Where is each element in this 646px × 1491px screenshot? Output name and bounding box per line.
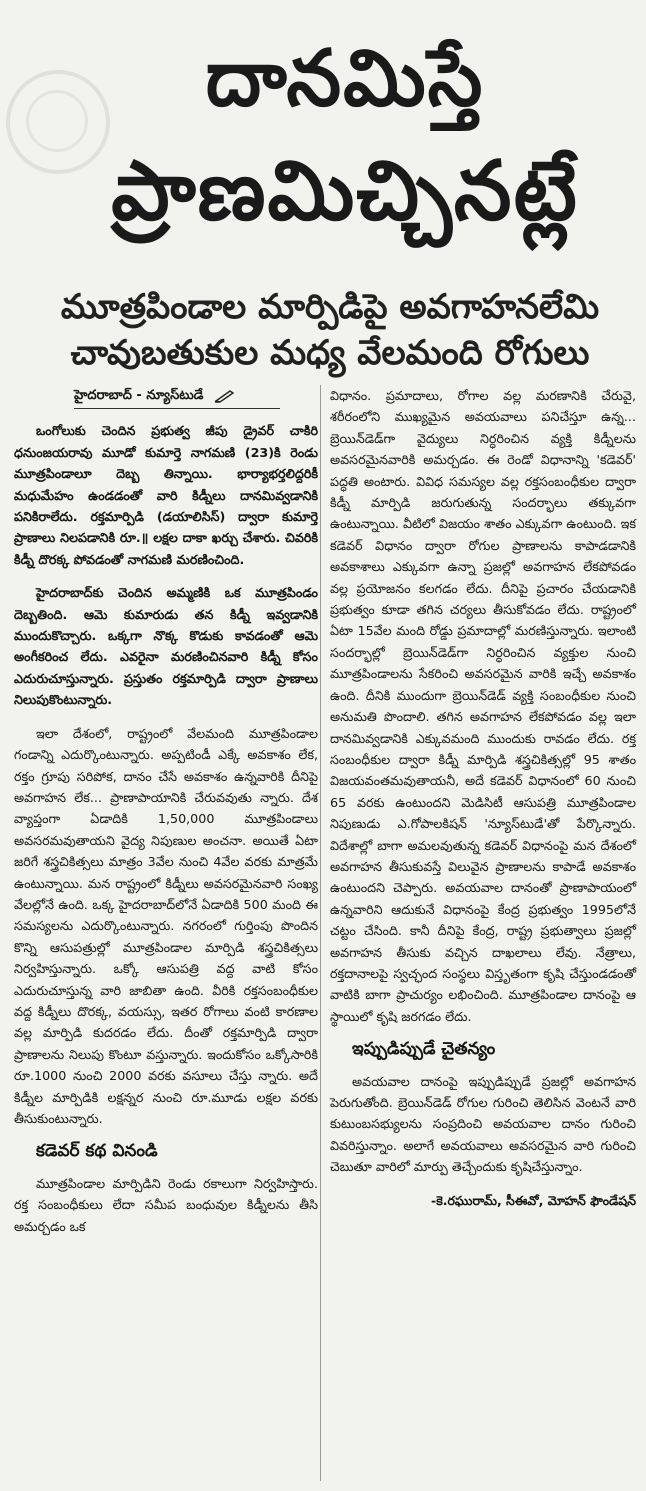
right-paragraph-1: విధానం. ప్రమాదాలు, రోగాల వల్ల మరణానికి చేరువై, శరీరంలోని ముఖ్యమైన అవయవాలు పనిచేస్తూ ఉన్న... బ్రెయిన్‌డెడ్‌గా వైద్యులు నిర్ధరించిన వ్యక్తి కిడ్నీలను అవసరమైనవారికి అమర్చడం. ఈ రెండో విధానాన్ని 'కడెవర్' పద్ధతి అంటారు. వివిధ సమస్యల వల్ల రక్తసంబంధీకుల ద్వారా కిడ్నీ మార్పిడి జరుగుతున్న సందర్భాలు తక్కువగా ఉంటున్నాయి. వీటిలో విజయం శాతం ఎక్కువగా ఉంటుంది. ఇక కడెవర్ విధానం ద్వారా రోగుల ప్రాణాలను కాపాడడానికి అవకాశాలు ఎక్కువగా ఉన్నా ప్రజల్లో అవగాహన లేకపోవడం వల్ల ప్రయోజనం కలగడం లేదు. దీనిపై ప్రచారం చేయడానికి ప్రభుత్వం కూడా తగిన చర్యలు తీసుకోవడం లేదు. రాష్ట్రంలో ఏటా 15వేల మంది రోడ్డు ప్రమాదాల్లో మరణిస్తున్నారు. ఇలాంటి సందర్భాల్లో బ్రెయిన్‌డెడ్‌గా నిర్ధరించిన వ్యక్తుల నుంచి మూత్రపిండాలను సేకరించి అవసరమైన వారికి ఇచ్చే అవకాశం ఉంది. దీనికి ముందుగా బ్రెయిన్‌డెడ్ వ్యక్తి సంబంధీకుల నుంచి అనుమతి పొందాలి. తగిన అవగాహన లేకపోవడం వల్ల ఇలా దానమివ్వడానికి ఎక్కువమంది ముందుకు రావడం లేదు. రక్త సంబంధీకుల ద్వారా కిడ్నీ మార్పిడి శస్త్రచికిత్సల్లో 95 శాతం విజయవంతమవుతాయనీ, అదే కడెవర్ విధానంలో 60 నుంచి 65 వరకు ఉంటుందని మెడిసిటీ ఆసుపత్రి మూత్రపిండాల నిపుణుడు ఎ.గోపాలకిషన్ 'న్యూస్‌టుడే'తో పేర్కొన్నారు. విదేశాల్లో బాగా అమలవుతున్న కడెవర్ విధానంపై మన దేశంలో అవగాహన తీసుకువస్తే విలువైన ప్రాణాలను కాపాడే అవకాశం ఉంటుందని చెప్పారు. అవయవాల దానంతో ప్రాణాపాయంలో ఉన్నవారిని ఆదుకునే విధానంపై కేంద్ర ప్రభుత్వం 1995లోనే చట్టం చేసింది. కానీ దీనిపై కేంద్ర, రాష్ట్ర ప్రభుత్వాలు ప్రజల్లో అవగాహన తీసుకు వచ్చిన దాఖలాలు లేవు. నేత్రాలు, రక్తదానాలపై స్వచ్ఛంద సంస్థలు విస్తృతంగా కృషి చేస్తుండడంతో వాటికి బాగా ప్రాచుర్యం లభించింది. మూత్రపిండాల దానంపై ఆ స్థాయిలో కృషి జరగడం లేదు. (330, 388, 636, 1024)
left-paragraph-4: మూత్రపిండాల మార్పిడిని రెండు రకాలుగా నిర్వహిస్తారు. రక్త సంబంధీకులు లేదా సమీప బంధువుల కిడ్నీలను తీసి అమర్చడం ఒక (14, 1175, 318, 1234)
signature: -కె.రఘురామ్, సీఈవో, మోహన్ ఫౌండేషన్ (431, 1192, 636, 1208)
left-paragraph-1: ఒంగోలుకు చెందిన ప్రభుత్వ జీపు డ్రైవర్ చాకిరి ధనుంజయరావు మూడో కుమార్తె నాగమణి (23)కి రెండు మూత్రపిండాలూ దెబ్బ తిన్నాయి. భార్యాభర్తలిద్దరికీ మధుమేహం ఉండడంతో వారి కిడ్నీలు దానమివ్వడానికి పనికిరాలేదు. రక్తమార్పిడి (డయాలిసిస్) ద్వారా కుమార్తె ప్రాణాలు నిలపడానికి రూ.॥ లక్షల దాకా ఖర్చు చేశారు. చివరికి కిడ్నీ దొరక్క పోవడంతో నాగమణి మరణించింది. (14, 423, 318, 567)
subheadline-line-1: మూత్రపిండాల మార్పిడిపై అవగాహనలేమి (60, 287, 600, 327)
dateline-text: హైదరాబాద్ - న్యూస్‌టుడే (74, 388, 204, 403)
headline-line-1: దానమిస్తే (205, 33, 485, 124)
dateline (14, 385, 318, 406)
right-paragraph-2: అవయవాల దానంపై ఇప్పుడిప్పుడే ప్రజల్లో అవగాహన పెరుగుతోంది. బ్రెయిన్‌డెడ్ రోగుల గురించి తెలిసిన వెంటనే వారి కుటుంబసభ్యులను సంప్రదించి అవయవాల దానం గురించి వివరిస్తున్నాం. అలాగే అవయవాలు అవసరమైన వారి గురించి చెబుతూ వారిలో మార్పు తెచ్చేందుకు కృషిచేస్తున్నాం. (330, 1073, 636, 1175)
column-divider (320, 385, 321, 1481)
dateline-underline (74, 408, 280, 409)
subheadline-line-2: చావుబతుకుల మధ్య వేలమంది రోగులు (70, 333, 590, 373)
left-column (14, 385, 318, 1249)
right-subtitle: ఇప్పుడిప్పుడే చైతన్యం (352, 1039, 496, 1060)
left-subtitle: కడెవర్ కథ వినండి (36, 1141, 158, 1162)
headline-line-2: ప్రాణమిచ్చినట్లే (111, 143, 579, 239)
left-paragraph-2: హైదరాబాద్‌కు చెందిన అమ్మణికి ఒక మూత్రపిండం దెబ్బతింది. ఆమె కుమారుడు తన కిడ్నీ ఇవ్వడానికి ముందుకొచ్చారు. ఒక్కగా నొక్క కొడుకు కావడంతో ఆమె అంగీకరించ లేదు. ఎవరైనా మరణించినవారి కిడ్నీ కోసం ఎదురుచూస్తున్నారు. ప్రస్తుతం రక్తమార్పిడి ద్వారా ప్రాణాలు నిలుపుకొంటున్నారు. (14, 585, 318, 708)
right-column (330, 385, 636, 1211)
pen-icon (214, 389, 236, 403)
left-paragraph-3: ఇలా దేశంలో, రాష్ట్రంలో వేలమంది మూత్రపిండాల గండాన్ని ఎదుర్కొంటున్నారు. అప్పటిండీ ఎక్కే అవకాశం లేక, రక్తం గ్రూపు సరిపోక, దానం చేసే అవకాశం ఉన్నవారికి దీనిపై అవగాహన లేక... ప్రాణాపాయానికి చేరువవుతు న్నారు. దేశ వ్యాప్తంగా ఏడాదికి 1,50,000 మూత్రపిండాలు అవసరమవుతాయని వైద్య నిపుణుల అంచనా. అయితే ఏటా జరిగే శస్త్రచికిత్సలు మాత్రం 3వేల నుంచి 4వేల వరకు మాత్రమే ఉంటున్నాయి. మన రాష్ట్రంలో కిడ్నీలు అవసరమైనవారి సంఖ్య వేలల్లోనే ఉంది. ఒక్క హైదరాబాద్‌లోనే ఏడాదికి 500 మంది ఈ సమస్యలను ఎదుర్కొంటున్నారు. నగరంలో గుర్తింపు పొందిన కొన్ని ఆసుపత్రుల్లో మూత్రపిండాల మార్పిడి శస్త్రచికిత్సలు నిర్వహిస్తున్నారు. ఒక్కో ఆసుపత్రి వద్ద వాటి కోసం ఎదురుచూస్తున్న వారి జాబితా ఉంది. వీరికి రక్తసంబంధీకుల వద్ద కిడ్నీలు దొరక్క, వయస్సు, ఇతర రోగాలు వంటి కారణాల వల్ల మార్పిడి కుదరడం లేదు. దీంతో రక్తమార్పిడి ద్వారా ప్రాణాలను నిలుపు కొంటూ వస్తున్నారు. ఇందుకోసం ఒక్కోసారికి రూ.1000 నుంచి 2000 వరకు వసూలు చేస్తు న్నారు. అదే కిడ్నీల మార్పిడికి లక్షన్నర నుంచి రూ.మూడు లక్షల వరకు తీసుకుంటున్నారు. (14, 725, 318, 1126)
